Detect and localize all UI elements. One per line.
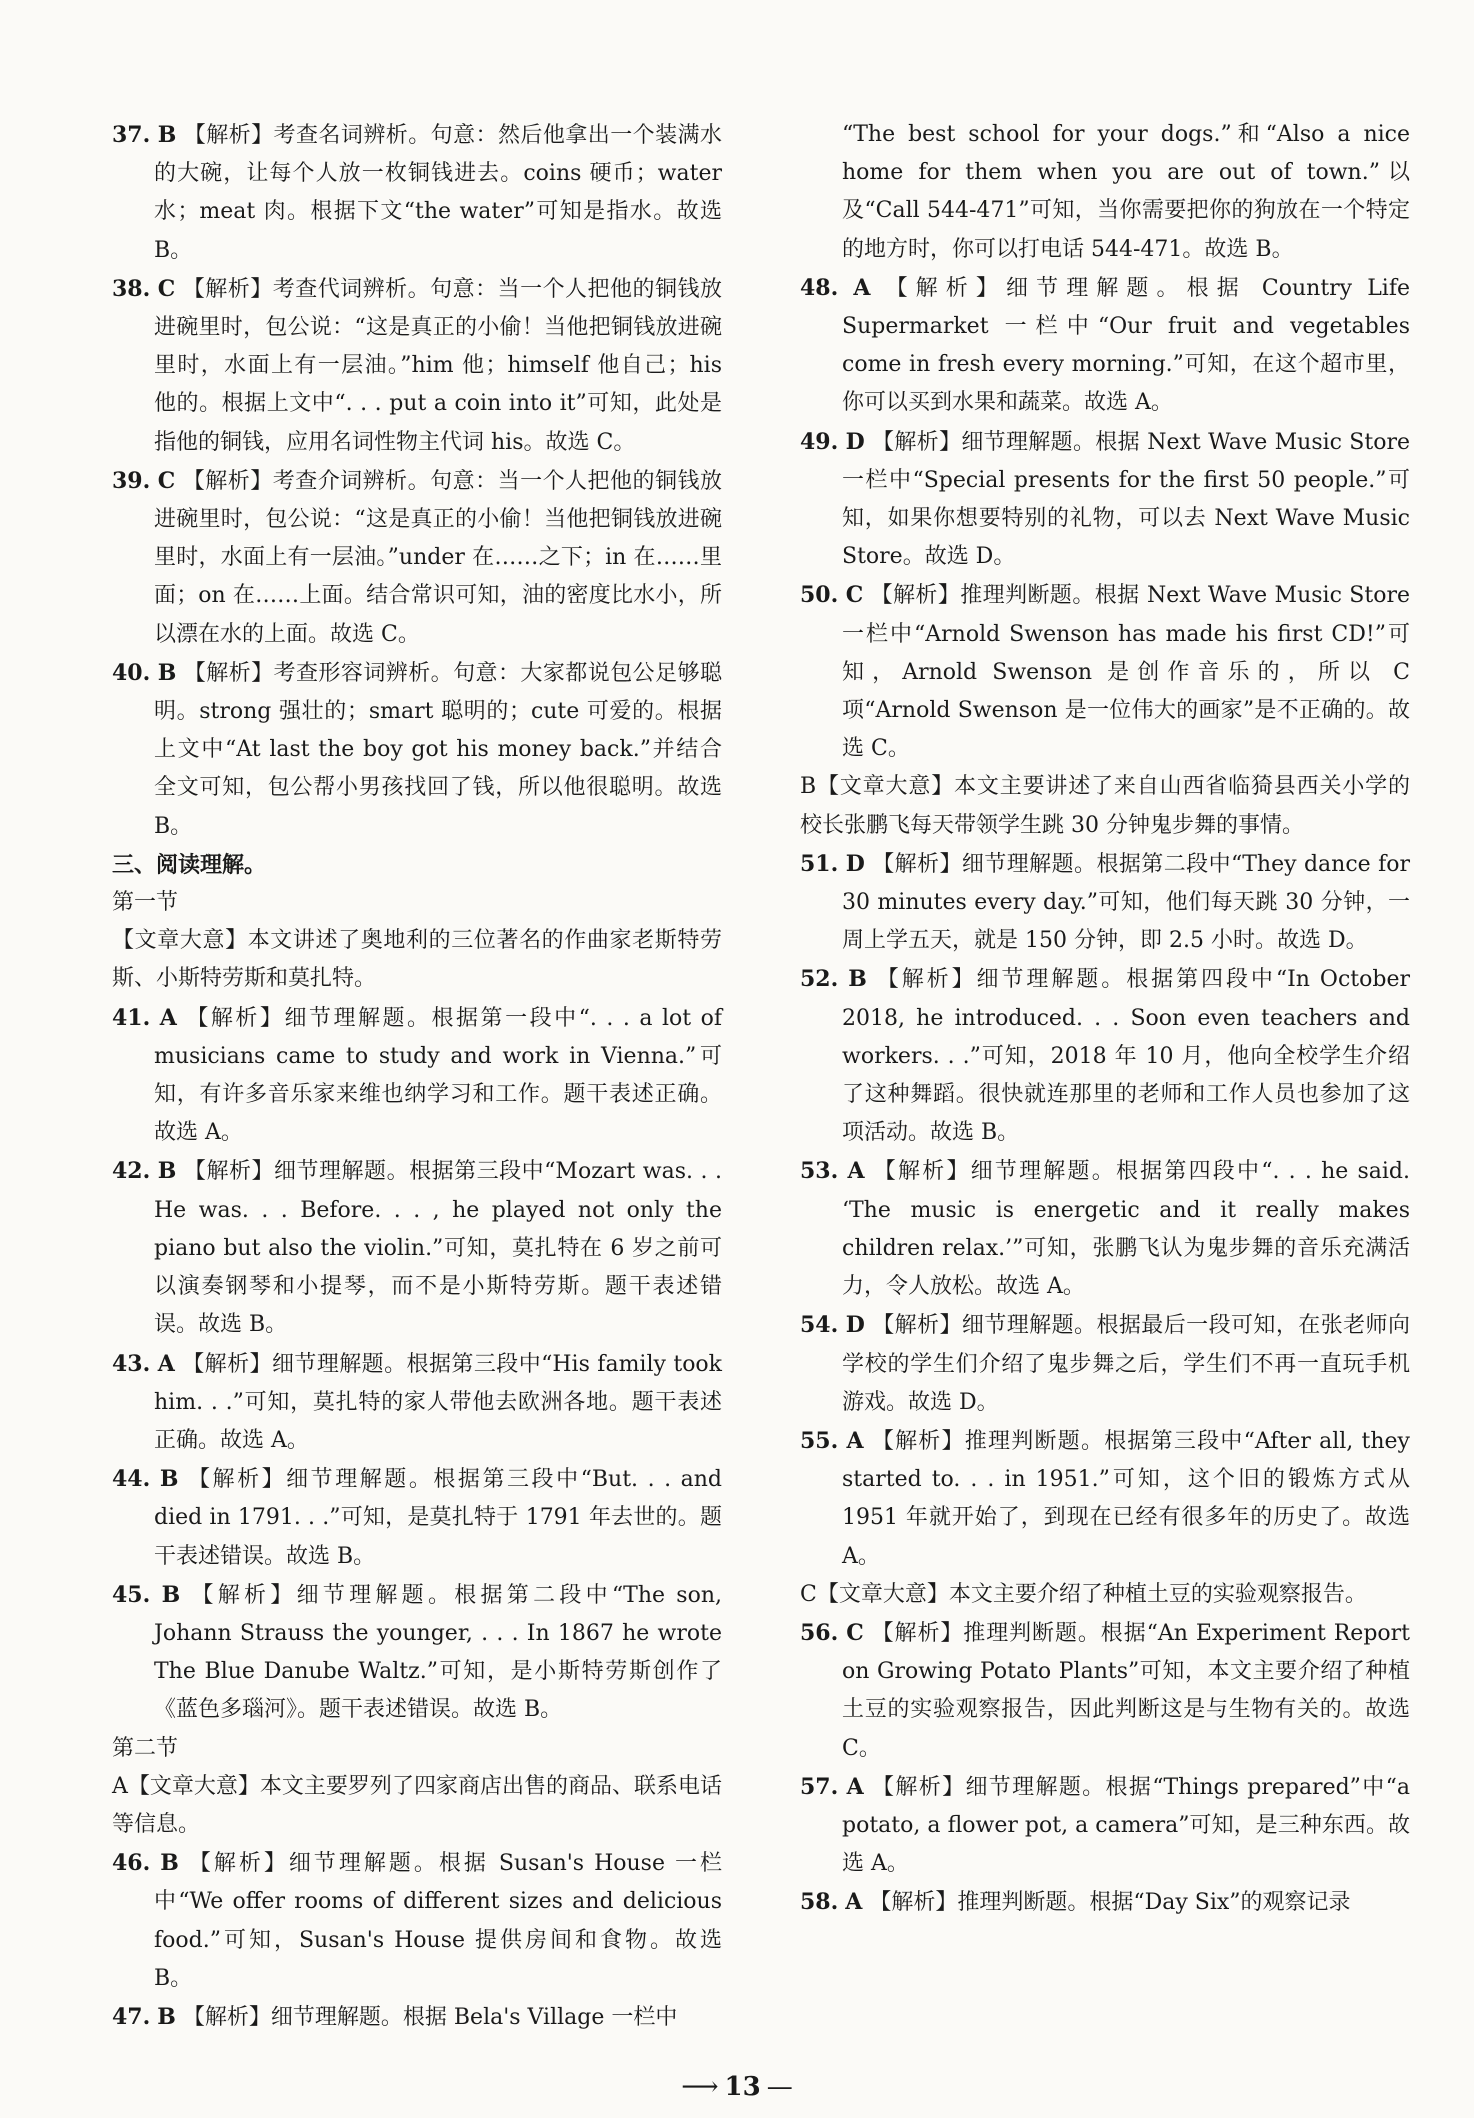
footer-dash: —	[766, 2072, 793, 2102]
left-column	[112, 116, 722, 2037]
article-summary: 【文章大意】本文讲述了奥地利的三位著名的作曲家老斯特劳斯、小斯特劳斯和莫扎特。	[112, 928, 722, 992]
answer-item: 48. A 【解析】细节理解题。根据 Country Life Supermarket 一栏中“Our fruit and vegetables come in fresh every morning.”可知，在这个超市里，你可以买到水果和蔬菜。故选 A。	[800, 274, 1411, 416]
answer-item: 58. A 【解析】推理判断题。根据“Day Six”的观察记录	[800, 1889, 1351, 1916]
answer-item: 37. B 【解析】考查名词辨析。句意：然后他拿出一个装满水的大碗，让每个人放一枚铜钱进去。coins 硬币；water 水；meat 肉。根据下文“the water”可知是指水。故选 B。	[112, 122, 722, 263]
answer-item: 46. B 【解析】细节理解题。根据 Susan's House 一栏中“We offer rooms of different sizes and delicious food.”可知，Susan's House 提供房间和食物。故选 B。	[112, 1850, 722, 1991]
answer-item: 42. B 【解析】细节理解题。根据第三段中“Mozart was. . . He was. . . Before. . . , he played not only the piano but also the violin.”可知，莫扎特在 6 岁之前可以演奏钢琴和小提琴，而不是小斯特劳斯。题干表述错误。故选 B。	[112, 1158, 722, 1338]
answer-item: 39. C 【解析】考查介词辨析。句意：当一个人把他的铜钱放进碗里时，包公说：“这是真正的小偷！当他把铜钱放进碗里时，水面上有一层油。”under 在……之下；in 在……里面；on 在……上面。结合常识可知，油的密度比水小，所以漂在水的上面。故选 C。	[112, 467, 722, 647]
answer-item: 52. B 【解析】细节理解题。根据第四段中“In October 2018, he introduced. . . Soon even teachers and workers. . .”可知，2018 年 10 月，他向全校学生介绍了这种舞蹈。很快就连那里的老师和工作人员也参加了这项活动。故选 B。	[800, 966, 1410, 1146]
answer-item: 40. B 【解析】考查形容词辨析。句意：大家都说包公足够聪明。strong 强壮的；smart 聪明的；cute 可爱的。根据上文中“At last the boy got his money back.”并结合全文可知，包公帮小男孩找回了钱，所以他很聪明。故选 B。	[112, 659, 722, 839]
arrow-icon: ⟶	[681, 2072, 719, 2102]
answer-item: 47. B 【解析】细节理解题。根据 Bela's Village 一栏中	[112, 2003, 678, 2030]
article-summary: C【文章大意】本文主要介绍了种植土豆的实验观察报告。	[800, 1581, 1367, 1607]
subsection-heading: 第一节	[112, 890, 179, 916]
answer-item: 54. D 【解析】细节理解题。根据最后一段可知，在张老师向学校的学生们介绍了鬼步舞之后，学生们不再一直玩手机游戏。故选 D。	[800, 1312, 1410, 1415]
subsection-heading: 第二节	[112, 1735, 179, 1761]
answer-item: 43. A 【解析】细节理解题。根据第三段中“His family took him. . .”可知，莫扎特的家人带他去欧洲各地。题干表述正确。故选 A。	[112, 1350, 723, 1453]
section-heading: 三、阅读理解。	[112, 851, 267, 878]
answer-continuation: “The best school for your dogs.”和“Also a nice home for them when you are out of town.”以及“Call 544-471”可知，当你需要把你的狗放在一个特定的地方时，你可以打电话 544-471。故选 B。	[842, 122, 1410, 262]
right-column	[800, 116, 1410, 1923]
answer-item: 38. C 【解析】考查代词辨析。句意：当一个人把他的铜钱放进碗里时，包公说：“这是真正的小偷！当他把铜钱放进碗里时，水面上有一层油。”him 他；himself 他自己；his 他的。根据上文中“. . . put a coin into it”可知，此处是指他的铜钱，应用名词性物主代词 his。故选 C。	[112, 275, 722, 455]
article-summary: A【文章大意】本文主要罗列了四家商店出售的商品、联系电话等信息。	[112, 1773, 722, 1837]
answer-item: 55. A 【解析】推理判断题。根据第三段中“After all, they started to. . . in 1951.”可知，这个旧的锻炼方式从 1951 年就开始了，到现在已经有很多年的历史了。故选 A。	[800, 1427, 1410, 1569]
answer-item: 45. B 【解析】细节理解题。根据第二段中“The son, Johann Strauss the younger, . . . In 1867 he wrote The Blue Danube Waltz.”可知，是小斯特劳斯创作了《蓝色多瑙河》。题干表述错误。故选 B。	[112, 1581, 722, 1723]
answer-item: 50. C 【解析】推理判断题。根据 Next Wave Music Store 一栏中“Arnold Swenson has made his first CD!”可知，Arnold Swenson 是创作音乐的，所以 C 项“Arnold Swenson 是一位伟大的画家”是不正确的。故选 C。	[800, 582, 1410, 762]
answer-item: 56. C 【解析】推理判断题。根据“An Experiment Report on Growing Potato Plants”可知，本文主要介绍了种植土豆的实验观察报告，因此判断这是与生物有关的。故选 C。	[800, 1619, 1411, 1761]
article-summary: B【文章大意】本文主要讲述了来自山西省临猗县西关小学的校长张鹏飞每天带领学生跳 30 分钟鬼步舞的事情。	[800, 774, 1410, 838]
answer-item: 41. A 【解析】细节理解题。根据第一段中“. . . a lot of musicians came to study and work in Vienna.”可知，有许多音乐家来维也纳学习和工作。题干表述正确。故选 A。	[112, 1004, 722, 1146]
answer-item: 53. A 【解析】细节理解题。根据第四段中“. . . he said. ‘The music is energetic and it really makes children relax.’”可知，张鹏飞认为鬼步舞的音乐充满活力，令人放松。故选 A。	[800, 1158, 1410, 1300]
answer-item: 44. B 【解析】细节理解题。根据第三段中“But. . . and died in 1791. . .”可知，是莫扎特于 1791 年去世的。题干表述错误。故选 B。	[112, 1466, 722, 1569]
page-footer	[0, 2072, 1474, 2102]
answer-item: 49. D 【解析】细节理解题。根据 Next Wave Music Store 一栏中“Special presents for the first 50 people.”可知，如果你想要特别的礼物，可以去 Next Wave Music Store。故选 D。	[800, 428, 1411, 570]
answer-item: 51. D 【解析】细节理解题。根据第二段中“They dance for 30 minutes every day.”可知，他们每天跳 30 分钟，一周上学五天，就是 150 分钟，即 2.5 小时。故选 D。	[800, 850, 1410, 954]
answer-item: 57. A 【解析】细节理解题。根据“Things prepared”中“a potato, a flower pot, a camera”可知，是三种东西。故选 A。	[800, 1773, 1410, 1877]
page-number: 13	[724, 2072, 761, 2102]
